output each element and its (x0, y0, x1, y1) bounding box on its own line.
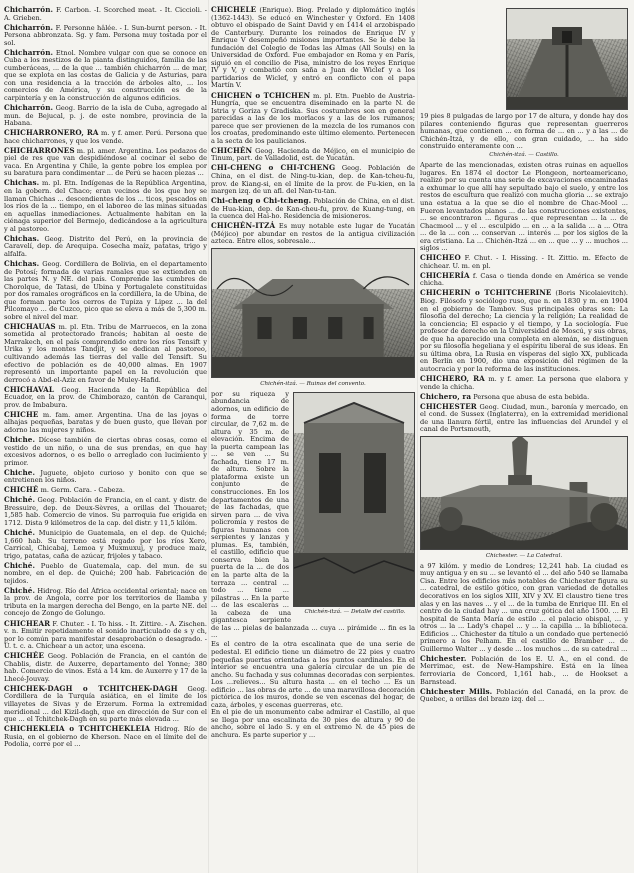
column-middle (211, 6, 415, 868)
entry-headword: Chi-cheng o Chi-tcheng. (211, 196, 312, 206)
entry-text: Geog. Hacienda de la República del Ecuador, en la prov. de Chimborazo, cantón de Caranqui, prov. de Imbabura. (4, 385, 207, 409)
figure-cathedral (420, 436, 628, 550)
entry-headword: CHICHÉN-ITZÁ (211, 221, 276, 231)
dictionary-entry (4, 725, 207, 749)
dictionary-entry (420, 254, 628, 270)
engraving-castle-detail (294, 393, 414, 606)
entry-text: m. y f. amer. La persona que elabora y vende la chicha. (420, 375, 628, 391)
dictionary-entry (4, 147, 207, 178)
entry-headword: Chichas. (4, 233, 40, 243)
dictionary-entry (4, 6, 207, 22)
column-gutter (417, 0, 418, 873)
entry-text: F. Chut. - I. Hissing. - It. Zittio. m. Efecto de chichear. U. m. en pl. (420, 254, 628, 270)
entry-text: Población de los E. U. A., en el cond. de Merrimac, est. de New-Hampshire. Está en la línea ferroviaria de Concord, 1,161 hab., ... de Hookset a Barnstead. (420, 654, 628, 686)
entry-headword: Chichas. (4, 178, 40, 188)
entry-text: Geog. Distrito del Perú, en la provincia de Caravelí, dep. de Arequipa. Cosecha maíz, patatas, trigo y alfalfa. (4, 234, 207, 258)
entry-text: m. pl. Etn. Tribu de Marruecos, en la zona sometida al protectorado francés; habitan al oeste de Marrakech, en el país comprendido entre los ríos Tensift y Urika y los montes Tandjit, y se dedican al pastoreo, cultivando además las tierras del valle del Tensift. Su efectivo de población es de 40,000 almas. En 1907 representó un importante papel en la revolución que derrocó a Abd-el-Aziz en favor de Muley-Hafid. (4, 322, 207, 384)
dictionary-entry (4, 129, 207, 145)
engraving-castle (507, 9, 627, 109)
body-text-right-mid: Aparte de las mencionadas, existen otras ruinas en aquellos lugares. En 1874 el doctor Le Plongeon, norteamericano, realizó por su cuenta una serie de excavaciones encaminadas a exhumar lo que allí hay sepultado bajo el suelo, y entre los restos de escultura que realizó con mucha gloria ... se extrajo una estatua a la que se dio el nombre de Chac-Mool ... Fueron levantados planos ... de las construcciones existentes, ... se encontraron ... figuras ... que representan ... la ... de Chacmool ... y el ... esculpido ... en ... a la salida ... a ... Otra ... de la ... con ... conservan ... interés ... por los siglos de la era cristiana. La ... Chichén-Itzá ... en ... que ... y ... muchos ... siglos ... (420, 161, 628, 253)
entry-headword: CHICHEO (420, 253, 461, 263)
entry-text: (Boris Nicolaievitch). Biog. Filósofo y sociólogo ruso, que n. en 1830 y m. en 1904 en el gobierno de Tambov. Sus principales obras son: La filosofía del derecho; La ciencia y la religión; La realidad de la conciencia; El espacio y el tiempo, y La sociología. Fue profesor de derecho en la Universidad de Moscú, y sus obras, de que ha aparecido una completa en alemán, se distinguen por su filosofía hegeliana y el espíritu liberal de sus ideas. En su última obra, La Rusia en vísperas del siglo XX, publicada en Berlín en 1900, dio una exposición del régimen de la autocracia y por la reforma de las instituciones. (420, 289, 628, 373)
entry-text: Etnol. Nombre vulgar con que se conoce en Cuba a los mestizos de la pianta distinguidos, familia de las cumberáceas, ... de la que ... también chicharrón ... de mar, que se explota en las costas de Galicia y de Asturias, para con una residencia a la tracción de árboles alto, ... los comercios de América, y su construcción es de la carpintería y en la construcción de algunos edificios. (4, 48, 207, 103)
entry-text: Geog. Barrio de la isla de Cuba, agregado al mun. de Bejucal, p. j. de este nombre, provincia de la Habana. (4, 104, 207, 128)
dictionary-entry (420, 688, 628, 704)
entry-text: Juguete, objeto curioso y bonito con que se entretienen los niños. (4, 468, 207, 485)
entry-headword: Chiché. (4, 560, 36, 570)
dictionary-entry (4, 496, 207, 527)
column-left (4, 6, 207, 868)
figure-caption-convent: Chichén-itzá. — Ruinas del convento. (260, 380, 366, 387)
entry-text: Geog. Cordillera de Bolivia, en el departamento de Potosí; formada de varias ramales que se extienden en las partes N. y NE. del país. Comprende las cumbres de Chorolque, de Tatasi, de Ubina y Portugalete constituidas por dos ramales orográficos en la cordillera, la de Ubina, de que forman parte los cerros de Tupiza y Lipez ... la del Pilcomayo ... de Cuzco, pico que se eleva a más de 5,300 m. sobre el nivel del mar. (4, 259, 207, 321)
entry-text: Geog. Población de Francia, en el cant. y distr. de Bressuire, dep. de Deux-Sèvres, a orillas del Thouaret; 1,585 hab. Comercio de vinos. Su parroquia fue erigida en 1712. Dista 9 kilómetros de la cap. del distr. y 11,5 kilóm. (4, 496, 207, 527)
entry-headword: Chichas. (4, 258, 40, 268)
dictionary-entry (4, 562, 207, 586)
dictionary-entry (4, 652, 207, 683)
dictionary-entry (211, 197, 415, 221)
dictionary-entry (420, 393, 628, 402)
entry-headword: Chiche. (4, 434, 36, 444)
entry-text: F. Personne hâlée. - I. Sun-burnt person. - It. Persona abbronzata. Sg. y fam. Persona muy tostada por el sol. (4, 23, 207, 47)
entry-headword: CHICHAUAS (4, 321, 56, 331)
figure-castle (506, 8, 628, 110)
entry-headword: Chicharrón. (4, 6, 54, 14)
entry-headword: CHICHARRONERO, RA (4, 128, 99, 138)
entry-text: m. y f. amer. Perú. Persona que hace chicharrones, y que los vende. (4, 129, 207, 145)
engraving-convent (212, 249, 414, 377)
entry-headword: CHICHEN o TCHICHEN (211, 90, 311, 100)
entry-headword: Chiché. (4, 528, 36, 537)
entry-headword: CHICHERO, RA (420, 374, 485, 383)
entry-text: Pueblo de Guatemala, cap. del mun. de su nombre, en el dep. de Quiché; 200 hab. Fabricación de tejidos. (4, 561, 207, 585)
figure-castle-detail (293, 392, 415, 607)
dictionary-entry (4, 486, 207, 495)
dictionary-entry (4, 685, 207, 724)
entry-headword: CHICHERÍA (420, 270, 470, 280)
entry-headword: CHICHÉ (4, 485, 39, 495)
dictionary-entry (4, 436, 207, 467)
entry-headword: Chicharrón. (4, 103, 54, 113)
dictionary-entry (4, 529, 207, 560)
entry-text: Geog. Cordillera de la Turquía asiática, en el límite de los villayetes de Sivas y de Erzerum. Forma la extremidad meridional ... del Kizil-dagh, que en dirección de Sur con el que ... el Tchitchek-Dagh en su parte más elevada ... (4, 684, 207, 724)
engraving-cathedral (421, 437, 627, 549)
dictionary-entry (4, 411, 207, 435)
figure-ruins-convent (211, 248, 415, 378)
entry-headword: Chichester Mills. (420, 686, 493, 696)
entry-headword: CHI-CHENG o CHI-TCHENG (211, 163, 336, 173)
entry-text: f. Casa o tienda donde en América se vende chicha. (420, 271, 628, 288)
entry-headword: Chiche. (4, 467, 36, 477)
entry-headword: Chichero, ra (420, 391, 472, 401)
entry-headword: Chiché. (4, 495, 36, 505)
entry-headword: CHICHESTER (420, 401, 477, 411)
dictionary-entry (420, 655, 628, 686)
figure-caption-castle: Chichén-itzá. — Castillo. (489, 152, 559, 159)
entry-headword: Chiché. (4, 585, 36, 595)
entry-text: (Enrique). Biog. Prelado y diplomático inglés (1362-1443). Se educó en Winchester y Oxford. En 1408 obtuvo el obispado de Saint David y en 1414 el arzobispado de Canterbury. Durante los reinados de Enrique IV y Enrique V desempeñó misiones importantes. Se le debe la fundación del Colegio de Todas las Almas (All Souls) en la Universidad de Oxford. Fue embajador en Roma y en París, siguió en el concilio de Pisa, ministro de los reyes Enrique IV y V, y combatió con saña a Juan de Wiclef y a los partidarios de Wiclef, y entró en conflicto con el papa Martín V. (211, 6, 415, 90)
figure-caption-cathedral: Chichester. — La Catedral. (485, 552, 563, 559)
entry-headword: Chicharrón. (4, 22, 54, 32)
entry-headword: CHICHE (4, 409, 39, 419)
dictionary-entry (211, 6, 415, 90)
column-right (420, 6, 628, 868)
entry-text: Población del Canadá, en la prov. de Quebec, a orillas del brazo izq. del ... (420, 687, 628, 704)
entry-text: m. fam. amer. Argentina. Una de las joyas o alhajas pequeñas, baratas y de buen gusto, que llevan por adorno las mujeres y niños. (4, 410, 207, 434)
dictionary-entry (4, 469, 207, 485)
dictionary-entry (211, 92, 415, 146)
dictionary-entry (420, 272, 628, 288)
entry-text: Geog. Hacienda de Méjico, en el municipio de Tinum, part. de Valladolid, est. de Yucatán. (211, 146, 415, 163)
dictionary-entry (4, 386, 207, 410)
entry-headword: CHICHEKLEIA o TCHITCHEKLEIA (4, 724, 151, 734)
entry-text: Geog. Ciudad, mun., baronía y mercado, en el cond. de Sussex (Inglaterra), en la extremidad meridional de una llanura fértil, entre las influencias del Arundel y el canal de Portsmouth, (420, 402, 628, 434)
body-text-right-bottom: a 97 kilóm. y medio de Londres; 12,241 hab. La ciudad es muy antigua y en su ... se levantó el ... del año 540 se llamaba Cisa. Entre los edificios más notables de Chichester figura su ... catedral, de estilo gótico, con gran variedad de detalles decorativos en los siglos XIII, XIV y XV. El claustro tiene tres alas y en las naves ... y el ... de la tumba de Enrique III. En el centro de la ciudad hay ... una cruz gótica del año 1500. ... El hospital de Santa María de estilo ... el palacio obispal, ... y otros ... la ... Lady's chapel ... y ... la capilla ... la biblioteca. Edificios ... Chichester da título a un condado que perteneció primero a los Pelham. En el castillo de Bramber ... de Guillermo Walter ... y desde ... los muchos ... de su catedral ... (420, 561, 628, 653)
entry-text: Hidrog. Río de Rusia, en el gobierno de Kherson. Nace en el límite del de Podolia, corre por el ... (4, 725, 207, 749)
entry-headword: CHICHEAR (4, 618, 51, 628)
entry-headword: Chichester. (420, 653, 467, 663)
body-text-mid: por su riqueza y abundancia de adornos, un edificio de forma de torre circular, de 7,62 m. de altura y 35 m. de elevación. Encima de la puerta campean las ... se ven ... Su fachada, tiene 17 m. de altura. Sobre la plataforma existe un conjunto de construcciones. En los departamentos de una de las fachadas, que sirven para ... de viva policromía y restos de figuras humanas con serpientes y lanzas y plumas. Es, también, el castillo, edificio que conserva bien la puerta de la ... de dos en la parte alta de la terraza ... central ... todo ... tiene ... pilastras ... En la parte ... de las escaleras ... la cabeza de una gigantesca serpiente de las ... pielas de balanzada ... cuya ... pirámide ... fin es la ... (211, 389, 415, 640)
entry-text: Dícese también de ciertas obras cosas, como el vestido de un niño, o una de sus prendas, en que hay excesivos adornos, o es bello o arreglado con lucimiento y primor. (4, 435, 207, 467)
entry-headword: CHICHARRONES (4, 145, 75, 155)
entry-headword: CHICHEK-DAGH o TCHITCHEK-DAGH (4, 683, 178, 693)
entry-headword: CHICHÉN (211, 145, 253, 155)
dictionary-entry (4, 235, 207, 259)
dictionary-entry (211, 147, 415, 163)
dictionary-entry (420, 289, 628, 373)
entry-headword: CHICHAVAL (4, 384, 54, 394)
dictionary-entry (4, 323, 207, 384)
dictionary-entry (4, 620, 207, 651)
dictionary-entry (4, 49, 207, 103)
dictionary-entry (420, 375, 628, 391)
dictionary-entry (420, 403, 628, 434)
dictionary-entry (211, 164, 415, 195)
dictionary-entry (4, 104, 207, 128)
column-gutter (208, 0, 209, 873)
entry-headword: CHICHÉE (4, 651, 45, 661)
dictionary-entry (4, 587, 207, 618)
entry-text: Hidrog. Río del África occidental oriental; nace en la prov. de Angola, corre por los territorios de Ilamba y tributa en la margen derecha del Bengo, en la parte NE. del concejo de Zongo de Golungo. (4, 586, 207, 618)
dictionary-entry (4, 24, 207, 48)
entry-text: Geog. Población de China, en el dist. de Ning-tu-kian, dep. de Kan-tcheu-fu, prov. de Kiang-si, en el límite de la prov. de Fu-kien, en la margen izq. de un afl. del Nan-tu-tan. (211, 164, 415, 196)
entry-text: Es muy notable este lugar de Yucatán (Méjico) por abundar en restos de la antigua civilización azteca. Entre ellos, sobresale... (211, 222, 415, 246)
figure-caption-castle-detail: Chichén-itzá. — Detalle del castillo. (304, 608, 406, 615)
dictionary-entry (211, 222, 415, 246)
entry-text: Persona que abusa de esta bebida. (473, 392, 590, 401)
entry-text: m. pl. amer. Argentina. Los pedazos de piel de res que van despidiéndose al cocinar el sebo de vaca. En Argentina y Chile, la gente pobre los emplea por su baratura para condimentar ... de Perú se hacen piezas ... (4, 146, 207, 178)
entry-text: Geog. Población de Francia, en el cantón de Chablis, distr. de Auxerre, departamento del Yonne; 380 hab. Comercio de vinos. Está a 14 km. de Auxerre y 17 de la Lhecé-Jouvay. (4, 652, 207, 683)
entry-text: m. Germ. Cara. - Cabeza. (40, 486, 125, 495)
entry-headword: Chicharrón. (4, 47, 54, 57)
entry-headword: CHICHELE (211, 6, 257, 14)
body-text-bottom: Es el centro de la otra escalinata que de una serie de pedestal. El edificio tiene un diámetro de 22 pies y cuatro pequeñas puertas orientadas a los puntos cardinales. En el interior se encuentra una galería circular de un pie de ancho. Su fachada y sus columnas decoradas con serpientes. Los ...relieves... Su altura hasta ... en el techo ... Es un edificio ... las obras de arte ... de una maravillosa decoración pictórica de los muros, donde se ven escenas del hogar, de caza, árboles, y escenas guerreras, etc. En el pie de un monumento cabe admirar el Castillo, al que se llega por una escalinata de 30 pies de altura y 90 de ancho, sobre el lado S. y en el extremo N. de 45 pies de anchura. Es parte superior y ... (211, 640, 415, 740)
entry-headword: CHICHERIN o TCHITCHERINE (420, 288, 552, 298)
entry-text: F. Chuter. - I. To hiss. - It. Zittire. - A. Zischen. v. n. Emitir repetidamente el sonido inarticulado de s y ch, por lo común para manifestar desaprobación o desagrado. - Ú. t. c. a. Chichear a un actor, una escena. (4, 619, 207, 651)
entry-text: F. Carbon. -I. Scorched meat. - It. Ciccioli. - A. Grieben. (4, 6, 207, 22)
dictionary-entry (4, 260, 207, 321)
entry-text: m. pl. Etn. Indígenas de la República Argentina, en la gobern. del Chaco; eran vecinos de los que hoy se llaman Chichas ... descendientes de los ... ticos, pescados en los ríos de la ... tiempo, en el laboreo de las minas situadas en aquellas inmediaciones. Actualmente habitan en la ciénaga superior del Bermejo, dedicándose a la agricultura y al pastoreo. (4, 179, 207, 233)
entry-text: m. pl. Etn. Pueblo de Austria-Hungría, que se encuentra diseminado en la parte N. de Istria y Goriza y Gradiska. Sus costumbres son en general parecidas a las de los morlacos y a las de los rumanos; parece que ser provienen de la mezcla de los rumanos con los croatas, predominando este último elemento. Pertenecen a la secta de los paulicianos. (211, 91, 415, 145)
dictionary-entry (4, 179, 207, 233)
entry-text: Población de China, en el dist. de Hua-kian, dep. de Kan-cheu-fu, prov. de Kuang-tung, en la cuenca del Hai-ho. Residencia de misioneros. (211, 197, 415, 221)
entry-text: Municipio de Guatemala, en el dep. de Quiché; 1,660 hab. Su terreno está regado por los ríos Xero, Carrical, Chicabaj, Lemoa y Muxmuxuj, y produce maíz, trigo, patatas, caña de azúcar, frijoles y tabaco. (4, 529, 207, 560)
body-text-right-top: 19 pies 8 pulgadas de largo por 17 de altura, y donde hay dos pilares conteniendo figuras que representan guerreros humanas, que contienen ... en forma de ... en ... y a las ... de Chichén-Itzá, y de ello, con gran cuidado, ... ha sido construido enteramente con ... (420, 112, 628, 151)
